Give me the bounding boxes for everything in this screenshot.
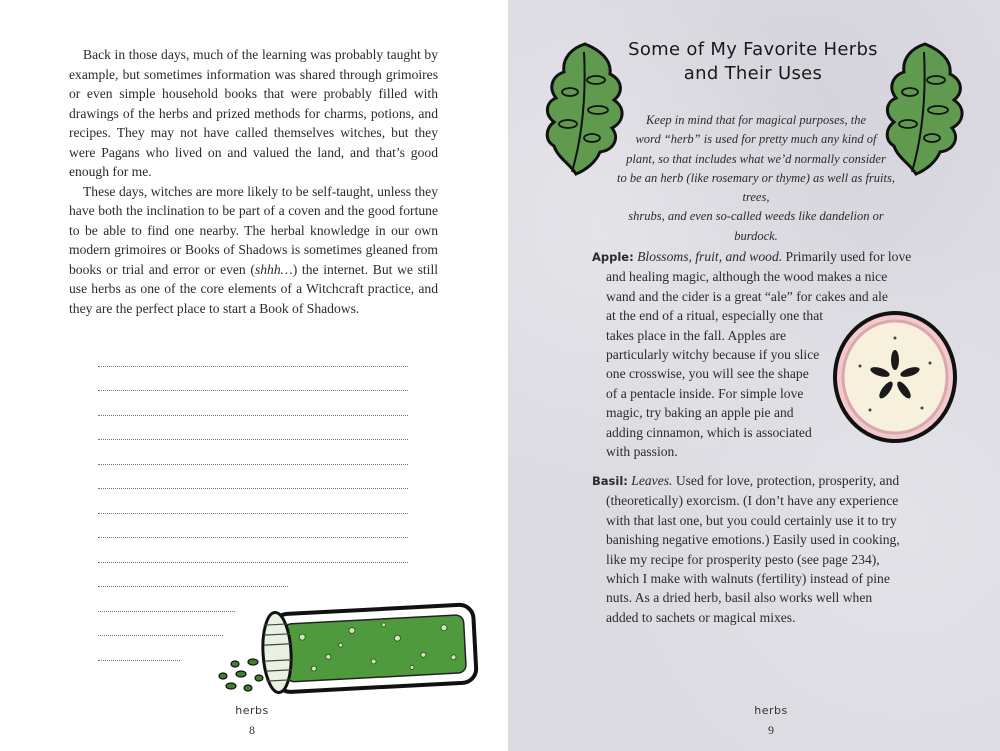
paragraph-1: Back in those days, much of the learning was probably taught by example, but sometimes information was shared through grimoires or even simple household books that were probably filled with drawings of the herbs and prized methods for charms, potions, and recipes. They may not have called themselves witches, but they were Pagans who lived on and valued the land, and that’s good enough for me.	[69, 47, 438, 179]
left-page-footer	[212, 704, 292, 738]
writing-line	[98, 612, 223, 637]
page-heading	[618, 38, 888, 86]
entry-parts: Leaves.	[631, 473, 673, 488]
writing-line	[98, 391, 408, 416]
heading-line-2: and Their Uses	[683, 63, 823, 84]
intro-line: plant, so that includes what we’d normally consider	[626, 151, 886, 166]
paragraph-2: These days, witches are more likely to be self-taught, unless they have both the inclination to be part of a coven and the good fortune to be able to find one nearby. The herbal knowledge in our own modern grimoires or Books of Shadows is sometimes gleaned from books or trial and error or even (shhh…) the internet. But we still use herbs as one of the core elements of a Witchcraft practice, and they are the perfect place to start a Book of Shadows.	[69, 183, 439, 316]
writing-line	[98, 416, 408, 441]
right-page	[508, 0, 1000, 751]
entry-basil: Basil: Leaves. Used for love, protection, prosperity, and (theoretically) exorcism. (I don’t have any experience with that last one, but you could certainly use it to try banishing negative emotions.) Easily used in cooking, like my recipe for prosperity pesto (see page 234), which I make with walnuts (fertility) instead of pine nuts. As a dried herb, basil also works well when added to sachets or magical mixes.	[592, 473, 900, 625]
entry-term: Basil:	[592, 474, 628, 488]
intro-paragraph	[606, 111, 906, 246]
writing-line	[98, 514, 408, 539]
page-number: 9	[768, 723, 774, 737]
writing-line	[98, 563, 288, 588]
right-page-footer	[731, 704, 811, 738]
entry-term: Apple:	[592, 250, 634, 264]
heading-line-1: Some of My Favorite Herbs	[628, 39, 878, 60]
writing-line	[98, 489, 408, 514]
writing-line	[98, 342, 408, 367]
writing-line	[98, 440, 408, 465]
writing-line	[98, 538, 408, 563]
running-title: herbs	[754, 704, 788, 717]
intro-line: word “herb” is used for pretty much any kind of	[635, 132, 877, 147]
page-number: 8	[249, 723, 255, 737]
writing-line	[98, 367, 408, 392]
entry-apple: Apple: Blossoms, fruit, and wood. Primarily used for love and healing magic, although the wood makes a nice wand and the cider is a great “ale” for cakes and ale at the end of a ritual, especially one that takes place in the fall. Apples are particularly witchy because if you slice one crosswise, you will see the shape of a pentacle inside. For simple love magic, try baking an apple pie and adding cinnamon, which is associated with passion.	[592, 249, 912, 460]
intro-line: Keep in mind that for magical purposes, the	[645, 113, 867, 127]
intro-line: to be an herb (like rosemary or thyme) as well as fruits, trees,	[617, 170, 895, 205]
writing-line	[98, 636, 180, 661]
running-title: herbs	[235, 704, 269, 717]
entry-parts: Blossoms, fruit, and wood.	[637, 249, 783, 264]
apple-slice-pentacle-icon	[830, 308, 960, 446]
writing-line	[98, 465, 408, 490]
intro-line: shrubs, and even so-called weeds like dandelion or burdock.	[628, 209, 884, 243]
herb-jar-illustration	[213, 600, 483, 700]
left-body-text	[69, 45, 438, 318]
